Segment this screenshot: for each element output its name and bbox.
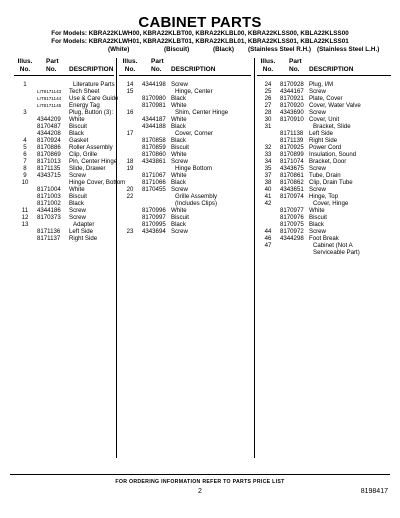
illus-number: 26 [264,95,272,102]
illus-number: 37 [264,172,272,179]
part-row [119,193,251,200]
part-row [119,144,251,151]
description-header: DESCRIPTION [69,66,114,73]
part-header: Part No. [46,58,59,73]
parts-rows [119,81,251,235]
part-row [14,228,114,235]
part-row [119,116,251,123]
part-description: White [171,151,187,158]
part-row [119,207,251,214]
illus-number: 46 [264,235,272,242]
part-number: 8170928 [280,81,304,88]
part-description: Plug, Button (3): [69,109,114,116]
part-description: Foot Break [309,235,339,242]
part-row [119,81,251,88]
illus-number: 14 [126,81,134,88]
part-row [257,102,391,109]
part-description: Tube, Drain [309,172,341,179]
column-divider [254,58,255,458]
part-row [257,235,391,242]
part-description: Clip, Drain Tube [309,179,353,186]
part-number: 8171139 [280,137,304,144]
part-number: 4343861 [142,158,166,165]
part-number: 4344167 [280,88,304,95]
part-description: Screw [309,109,326,116]
part-number: 8170487 [37,123,61,130]
part-row [257,200,391,207]
part-row [14,193,114,200]
part-description: Cover, Unit [309,116,340,123]
part-number: 8171074 [280,158,304,165]
part-number: 4343690 [280,109,304,116]
part-description: Screw [309,165,326,172]
part-row [257,228,391,235]
illus-number: 38 [264,179,272,186]
part-description: Tech Sheet [69,88,100,95]
description-header: DESCRIPTION [171,66,216,73]
part-number: 8171067 [142,172,166,179]
part-row [257,144,391,151]
illus-number: 8 [23,165,27,172]
part-number: 8170925 [280,144,304,151]
part-row [14,116,114,123]
header-rule [14,75,114,76]
footer-rule [10,474,390,475]
illus-number: 16 [126,109,134,116]
part-description: White [309,207,325,214]
part-row [257,151,391,158]
part-number: 4343694 [142,228,166,235]
part-description: White [171,102,187,109]
part-description: Right Side [69,235,98,242]
part-row [119,123,251,130]
part-description: Screw [171,228,188,235]
part-row [119,102,251,109]
part-row [119,109,251,116]
part-row [14,207,114,214]
part-row [119,172,251,179]
illus-number: 6 [23,151,27,158]
part-row [257,186,391,193]
part-description: Hinge Cover, Bottom [69,179,126,186]
illus-number: 23 [126,228,134,235]
part-description: Screw [69,207,86,214]
illus-number: 12 [21,214,29,221]
illus-number: 3 [23,109,27,116]
part-description: White [69,186,85,193]
part-description: Serviceable Part) [313,249,360,256]
part-number: 8170996 [142,207,166,214]
column-header [257,58,391,75]
part-description: Right Side [309,137,338,144]
part-row [257,242,391,249]
illus-number: 24 [264,81,272,88]
illus-number: 40 [264,186,272,193]
part-description: Screw [69,172,86,179]
illus-number: 42 [264,200,272,207]
parts-column-3 [257,58,391,256]
part-row [119,137,251,144]
illus-number: 35 [264,165,272,172]
illus-number: 9 [23,172,27,179]
part-row [14,186,114,193]
part-number: 8170995 [142,221,166,228]
illus-number: 47 [264,242,272,249]
part-description: Screw [309,186,326,193]
document-number: 8198417 [360,488,388,495]
part-number: 8170924 [37,137,61,144]
part-description: Hinge, Top [309,193,339,200]
part-number: 8171004 [37,186,61,193]
illus-number: 19 [126,165,134,172]
illus-number: 15 [126,88,134,95]
part-row [119,228,251,235]
part-description: Use & Care Guide [69,95,119,102]
part-number: 8170972 [280,228,304,235]
part-number: 8170976 [280,214,304,221]
part-description: Grille Assembly [175,193,217,200]
part-row [14,81,114,88]
illus-number: 5 [23,144,27,151]
part-number: 8170997 [142,214,166,221]
part-description: Hinge, Center [175,88,213,95]
part-description: Energy Tag [69,102,100,109]
part-number: 8171066 [142,179,166,186]
part-number: 8170899 [280,151,304,158]
part-description: Slide, Drawer [69,165,106,172]
illus-number: 22 [126,193,134,200]
header-rule [119,75,251,76]
part-description: Biscuit [69,193,87,200]
part-number: 8170373 [37,214,61,221]
part-description: White [171,207,187,214]
part-number: 8171135 [37,165,61,172]
part-row [257,88,391,95]
part-number: 4344186 [37,207,61,214]
part-row [14,235,114,242]
part-description: Left Side [309,130,334,137]
part-number: LIT8171145 [37,103,62,108]
color-white: (White) [108,46,130,53]
part-number: 8171138 [280,130,304,137]
part-description: Bracket, Slide [313,123,351,130]
part-row [14,151,114,158]
part-description: Bracket, Door [309,158,347,165]
part-description: Plate, Cover [309,95,343,102]
illus-number: 34 [264,158,272,165]
page-number: 2 [198,488,202,495]
part-number: 8170455 [142,186,166,193]
part-row [257,207,391,214]
part-description: Biscuit [69,123,87,130]
part-description: Black [171,179,186,186]
part-description: Gasket [69,137,89,144]
column-divider [116,58,117,458]
part-number: 4343715 [37,172,61,179]
part-description: Cover, Corner [175,130,213,137]
illus-header: Illus. No. [122,58,138,73]
part-row [257,221,391,228]
part-description: Screw [309,228,326,235]
part-description: Biscuit [309,214,327,221]
part-row [14,130,114,137]
part-row [257,123,391,130]
part-description: Screw [171,186,188,193]
illus-number: 33 [264,151,272,158]
part-description: Black [309,221,324,228]
part-number: 8170861 [280,172,304,179]
part-description: Clip, Grille [69,151,98,158]
illus-number: 25 [264,88,272,95]
part-row [14,214,114,221]
illus-number: 20 [126,186,134,193]
part-number: 8170858 [142,137,166,144]
part-description: Plug, I/M [309,81,334,88]
illus-number: 1 [23,81,27,88]
part-number: 4343675 [280,165,304,172]
part-row [14,102,114,109]
part-row [257,193,391,200]
part-number: 8170859 [142,144,166,151]
part-description: Adapter [73,221,95,228]
illus-number: 18 [126,158,134,165]
part-number: 4344198 [142,81,166,88]
part-number: 4344187 [142,116,166,123]
part-row [257,214,391,221]
illus-number: 27 [264,102,272,109]
part-row [257,130,391,137]
illus-number: 13 [21,221,29,228]
part-row [119,165,251,172]
part-row [257,249,391,256]
column-header [14,58,114,75]
illus-number: 30 [264,116,272,123]
part-row [14,179,126,186]
part-description: Black [171,95,186,102]
parts-rows [14,81,126,242]
part-header: Part No. [289,58,302,73]
part-description: Cover, Water Valve [309,102,361,109]
part-number: 8171137 [37,235,61,242]
part-description: Left Side [69,228,94,235]
part-number: 4344209 [37,116,61,123]
part-row [257,165,391,172]
part-row [119,158,251,165]
part-row [119,130,251,137]
part-description: Black [171,123,186,130]
part-number: 8170980 [142,95,166,102]
part-description: Power Cord [309,144,342,151]
part-description: White [171,116,187,123]
part-row [14,200,114,207]
part-row [119,151,251,158]
illus-number: 10 [21,179,29,186]
color-black: (Black) [213,46,234,53]
part-description: Shim, Center Hinge [175,109,229,116]
part-row [257,137,391,144]
part-number: 4344298 [280,235,304,242]
page-title: CABINET PARTS [138,14,262,31]
part-number: 8170869 [37,151,61,158]
part-number: 8170977 [280,207,304,214]
part-description: Cabinet (Not A [313,242,353,249]
part-description: Screw [69,214,86,221]
illus-number: 32 [264,144,272,151]
part-row [14,137,114,144]
part-number: 8171136 [37,228,61,235]
part-description: Biscuit [171,214,189,221]
parts-column-1 [14,58,126,242]
part-row [257,158,391,165]
column-header [119,58,251,75]
part-row [119,95,251,102]
part-description: Black [69,130,84,137]
part-number: 4344188 [142,123,166,130]
part-description: Black [69,200,84,207]
part-description: Pin, Center Hinge [69,158,118,165]
illus-number: 4 [23,137,27,144]
part-description: Black [171,221,186,228]
part-row [119,221,251,228]
color-stainless-rh: (Stainless Steel R.H.) [248,46,311,53]
part-number: 8170910 [280,116,304,123]
part-header: Part No. [151,58,164,73]
header-rule [257,75,391,76]
part-description: Biscuit [171,144,189,151]
part-row [14,165,114,172]
part-number: 4343651 [280,186,304,193]
part-row [14,123,114,130]
part-number: 8171003 [37,193,61,200]
part-row [119,214,251,221]
part-number: 8170860 [142,151,166,158]
illus-number: 31 [264,123,272,130]
color-stainless-lh: (Stainless Steel L.H.) [317,46,380,53]
illus-number: 7 [23,158,27,165]
part-description: Literature Parts [73,81,115,88]
illus-number: 28 [264,109,272,116]
models-line-2: For Models: KBRA22KLWH01, KBRA22KLBT01, KBRA22KLBL01, KBRA22KLSS01, KBLA22KLSS01 [51,38,349,45]
part-row [257,172,391,179]
part-number: 8170886 [37,144,61,151]
part-number: 8171002 [37,200,61,207]
part-number: 8170981 [142,102,166,109]
part-row [14,95,119,102]
part-description: Hinge Bottom [175,165,212,172]
part-row [257,179,391,186]
illus-header: Illus. No. [260,58,276,73]
part-number: LIT8171144 [37,96,62,101]
model-colors [0,46,400,54]
part-description: Screw [309,88,326,95]
illus-number: 11 [21,207,29,214]
description-header: DESCRIPTION [309,66,354,73]
part-row [119,179,251,186]
part-row [119,186,251,193]
part-description: Roller Assembly [69,144,113,151]
part-row [14,144,114,151]
part-row [14,158,118,165]
part-row [119,88,251,95]
part-number: 8170975 [280,221,304,228]
illus-number: 44 [264,228,272,235]
part-row [257,95,391,102]
part-description: White [171,172,187,179]
part-description: (Includes Clips) [175,200,217,207]
part-description: Insulation, Sound [309,151,357,158]
part-number: 4344208 [37,130,61,137]
part-description: Black [171,137,186,144]
parts-rows [257,81,391,256]
part-row [14,172,114,179]
part-description: Screw [171,158,188,165]
part-description: Cover, Hinge [313,200,349,207]
part-row [14,221,114,228]
part-number: 8170921 [280,95,304,102]
part-number: 8170862 [280,179,304,186]
part-description: Screw [171,81,188,88]
part-row [257,116,391,123]
part-row [119,200,251,207]
models-line-1: For Models: KBRA22KLWH00, KBRA22KLBT00, KBRA22KLBL00, KBRA22KLSS00, KBLA22KLSS00 [51,30,349,37]
part-number: LIT8171143 [37,89,62,94]
part-row [257,109,391,116]
part-number: 8170974 [280,193,304,200]
part-row [14,88,114,95]
part-row [14,109,114,116]
ordering-note: FOR ORDERING INFORMATION REFER TO PARTS PRICE LIST [115,479,285,485]
part-number: 8170920 [280,102,304,109]
illus-number: 41 [264,193,272,200]
illus-header: Illus. No. [17,58,33,73]
part-description: White [69,116,85,123]
part-row [257,81,391,88]
parts-column-2 [119,58,251,235]
part-number: 8171013 [37,158,61,165]
color-biscuit: (Biscuit) [164,46,190,53]
illus-number: 17 [126,130,134,137]
